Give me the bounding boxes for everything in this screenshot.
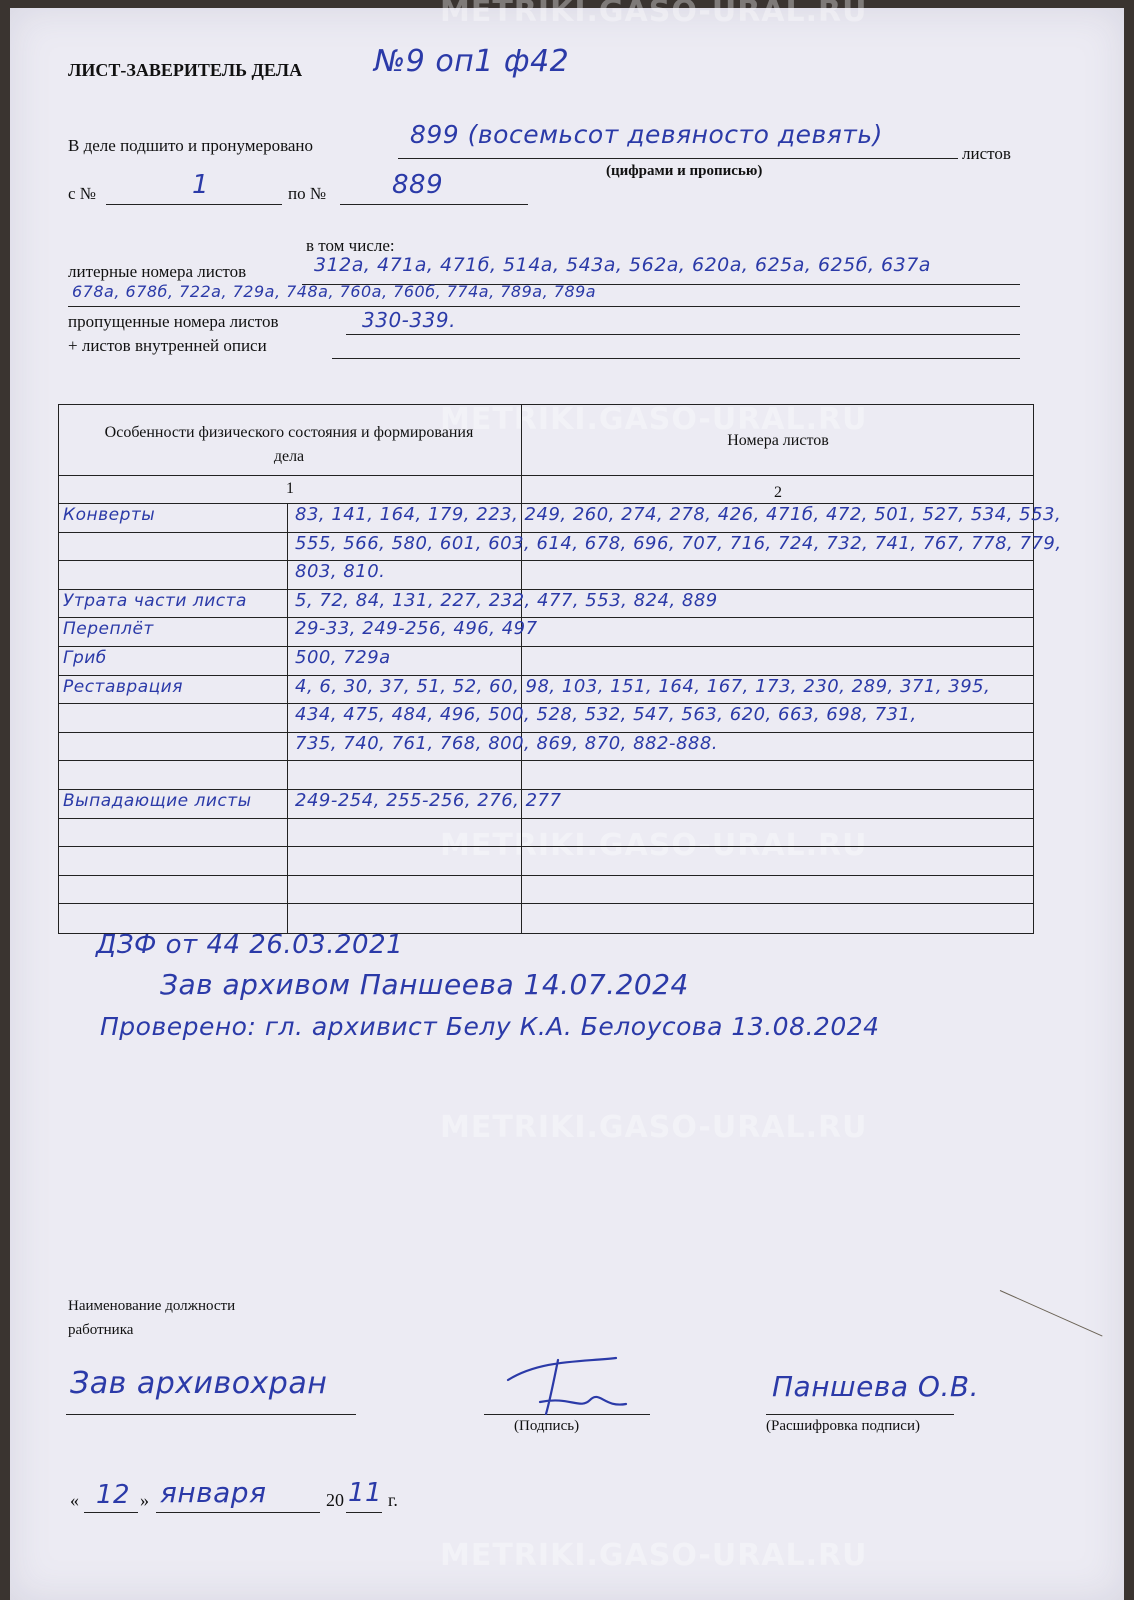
case-number-handwritten: №9 оп1 ф42 <box>374 44 570 79</box>
table-row-value: 5, 72, 84, 131, 227, 232, 477, 553, 824, 889 <box>295 589 718 611</box>
date-suffix: г. <box>388 1490 398 1510</box>
notes-line-1-handwritten: ДЗФ от 44 26.03.2021 <box>96 930 404 960</box>
watermark: METRIKI.GASO-URAL.RU <box>440 0 868 29</box>
table-row-value: 4, 6, 30, 37, 51, 52, 60, 98, 103, 151, 164, 167, 173, 230, 289, 371, 395, <box>295 675 991 697</box>
range-from-underline <box>106 204 282 205</box>
letter-sheets-handwritten-1: 312а, 471а, 471б, 514а, 543а, 562а, 620а, 625а, 625б, 637а <box>314 254 931 276</box>
table-row-divider <box>59 560 1033 561</box>
date-month-underline <box>156 1512 320 1513</box>
notes-line-2-handwritten: Зав архивом Паншеева 14.07.2024 <box>160 968 689 1001</box>
date-day-handwritten: 12 <box>96 1480 131 1510</box>
watermark: METRIKI.GASO-URAL.RU <box>440 402 868 437</box>
date-year-underline <box>346 1512 382 1513</box>
table-row-label: Утрата части листа <box>63 590 247 611</box>
table-row-divider <box>59 617 1033 618</box>
table-row-label: Конверты <box>63 505 156 525</box>
table-col2-number: 2 <box>774 484 782 501</box>
position-handwritten: Зав архивохран <box>70 1366 328 1401</box>
position-underline <box>66 1414 356 1415</box>
table-row-label: Переплёт <box>63 619 154 640</box>
signature-caption: (Подпись) <box>514 1418 580 1434</box>
decoding-handwritten: Паншева О.В. <box>772 1370 979 1403</box>
table-row-value: 83, 141, 164, 179, 223, 249, 260, 274, 278, 426, 471б, 472, 501, 527, 534, 553, <box>295 504 1062 525</box>
filed-label: В деле подшито и пронумеровано <box>68 136 314 155</box>
date-year-handwritten: 11 <box>348 1478 383 1508</box>
table-row-divider <box>59 760 1033 761</box>
watermark: METRIKI.GASO-URAL.RU <box>440 828 868 863</box>
letter-sheets-handwritten-2: 678а, 678б, 722а, 729а, 748а, 760а, 760б, 774а, 789а, 789а <box>72 282 597 301</box>
date-month-handwritten: января <box>160 1476 267 1509</box>
decoding-underline <box>766 1414 954 1415</box>
letter-sheets-label: литерные номера листов <box>68 262 247 281</box>
table-row-value: 249-254, 255-256, 276, 277 <box>295 790 562 811</box>
page-title: ЛИСТ-ЗАВЕРИТЕЛЬ ДЕЛА <box>68 60 303 80</box>
date-close-quote: » <box>140 1490 149 1510</box>
table-row-label: Гриб <box>63 648 107 668</box>
filed-value-handwritten: 899 (восемьсот девяносто девять) <box>410 120 883 149</box>
table-row-value: 735, 740, 761, 768, 800, 869, 870, 882-888. <box>295 732 719 754</box>
position-label-1: Наименование должности <box>68 1298 236 1314</box>
position-label-2: работника <box>68 1322 134 1338</box>
missing-sheets-underline <box>346 334 1020 335</box>
watermark: METRIKI.GASO-URAL.RU <box>440 1538 868 1573</box>
range-to-label: по № <box>288 184 327 203</box>
date-year-prefix: 20 <box>326 1490 344 1510</box>
table-row-label: Выпадающие листы <box>63 791 252 811</box>
missing-sheets-handwritten: 330-339. <box>362 308 456 332</box>
inner-inventory-underline <box>332 358 1020 359</box>
filed-underline <box>398 158 958 159</box>
signature-image <box>500 1350 640 1420</box>
table-row-divider <box>59 903 1033 904</box>
table-row-divider <box>59 875 1033 876</box>
table-row-value: 803, 810. <box>295 561 386 583</box>
table-col1-number: 1 <box>286 480 294 497</box>
decoding-caption: (Расшифровка подписи) <box>766 1418 920 1434</box>
table-row-value: 434, 475, 484, 496, 500, 528, 532, 547, 563, 620, 663, 698, 731, <box>295 704 917 726</box>
table-row-value: 500, 729а <box>295 647 391 668</box>
including-label: в том числе: <box>306 236 395 255</box>
table-row-value: 555, 566, 580, 601, 603, 614, 678, 696, 707, 716, 724, 732, 741, 767, 778, 779, <box>295 532 1062 554</box>
physical-state-table <box>58 404 1062 934</box>
watermark: METRIKI.GASO-URAL.RU <box>440 1110 868 1145</box>
inner-inventory-label: + листов внутренней описи <box>68 336 267 355</box>
notes-line-3-handwritten: Проверено: гл. архивист Белу К.А. Белоусова 13.08.2024 <box>100 1012 880 1041</box>
date-open-quote: « <box>70 1490 79 1510</box>
range-from-label: с № <box>68 184 97 203</box>
letter-sheets-underline-2 <box>68 306 1020 307</box>
range-to-handwritten: 889 <box>392 170 444 200</box>
table-header-features: Особенности физического состояния и формирования дела <box>104 424 474 465</box>
table-label-divider <box>287 503 288 933</box>
table-header-divider <box>59 475 1033 476</box>
table-row-label: Реставрация <box>63 676 183 697</box>
filed-hint: (цифрами и прописью) <box>606 163 763 179</box>
table-row-divider <box>59 846 1033 847</box>
range-to-underline <box>340 204 528 205</box>
filed-suffix: листов <box>962 144 1011 163</box>
date-day-underline <box>84 1512 138 1513</box>
table-row-divider <box>59 646 1033 647</box>
table-row-value: 29-33, 249-256, 496, 497 <box>295 618 538 640</box>
missing-sheets-label: пропущенные номера листов <box>68 312 279 331</box>
range-from-handwritten: 1 <box>192 170 210 200</box>
table-row-divider <box>59 818 1033 819</box>
table-header-sheet-numbers: Номера листов <box>727 432 829 449</box>
